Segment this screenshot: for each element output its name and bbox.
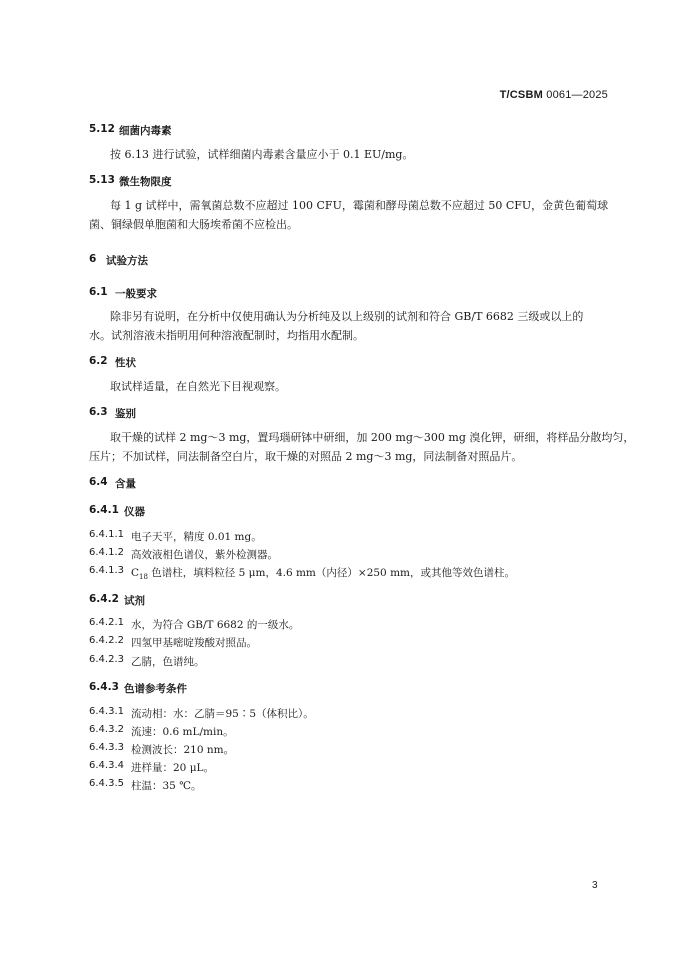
item-text: 高效液相色谱仪，紫外检测器。 [131,549,278,561]
heading-6-4-3 [89,681,187,695]
column-description: 色谱柱，填料粒径 5 μm，4.6 mm（内径）×250 mm，或其他等效色谱柱。 [147,567,515,579]
column-type-letter: C [131,567,140,579]
section-number: 6.3 [89,406,108,418]
section-number: 6.2 [89,355,108,367]
item-6-4-3-5 [89,778,589,794]
item-6-4-2-1 [89,617,589,633]
paragraph-5-12: 按 6.13 进行试验，试样细菌内毒素含量应小于 0.1 EU/mg。 [110,148,414,161]
item-text [131,565,515,581]
item-text: 水，为符合 GB/T 6682 的一级水。 [131,619,300,631]
item-text: 进样量：20 μL。 [131,762,214,774]
item-text: 流速：0.6 mL/min。 [131,726,234,738]
paragraph-6-3-line2: 压片；不加试样，同法制备空白片，取干燥的对照品 2 mg～3 mg，同法制备对照品片。 [89,450,523,463]
section-number: 6 [89,253,97,265]
item-6-4-1-2 [89,547,589,563]
section-number: 6.4.3 [89,681,119,693]
item-text: 电子天平，精度 0.01 mg。 [131,531,262,543]
standard-code: T/CSBM [499,89,543,101]
item-6-4-3-2 [89,724,589,740]
heading-6-4-1 [89,504,145,518]
section-number: 5.12 [89,123,115,135]
section-number: 6.1 [89,286,108,298]
item-number: 6.4.2.3 [89,654,124,665]
item-6-4-2-2 [89,635,589,651]
section-title: 一般要求 [115,288,157,300]
item-6-4-1-3 [89,565,609,581]
item-number: 6.4.3.5 [89,778,124,789]
heading-6-4 [89,476,136,490]
item-number: 6.4.3.1 [89,706,124,717]
item-number: 6.4.1.1 [89,529,124,540]
item-number: 6.4.1.3 [89,565,124,576]
section-number: 6.4.2 [89,593,119,605]
item-6-4-3-4 [89,760,589,776]
heading-6-3 [89,406,136,420]
heading-6 [89,253,148,267]
heading-6-1 [89,286,157,300]
item-6-4-3-3 [89,742,589,758]
item-text: 乙腈，色谱纯。 [131,656,205,668]
item-number: 6.4.3.2 [89,724,124,735]
item-number: 6.4.2.1 [89,617,124,628]
section-title: 试验方法 [106,255,148,267]
standard-number: 0061—2025 [546,89,608,101]
section-title: 微生物限度 [119,176,172,188]
paragraph-6-1-line1: 除非另有说明，在分析中仅使用确认为分析纯及以上级别的试剂和符合 GB/T 6682 三级或以上的 [110,310,584,323]
paragraph-6-2: 取试样适量，在自然光下目视观察。 [110,380,286,393]
paragraph-5-13-line1: 每 1 g 试样中，需氧菌总数不应超过 100 CFU，霉菌和酵母菌总数不应超过 50 CFU，金黄色葡萄球 [110,199,609,212]
item-6-4-3-1 [89,706,589,722]
heading-6-2 [89,355,136,369]
page-number: 3 [592,880,598,891]
section-title: 色谱参考条件 [124,683,187,695]
heading-6-4-2 [89,593,145,607]
item-number: 6.4.1.2 [89,547,124,558]
section-number: 6.4 [89,476,108,488]
document-code [500,89,608,101]
item-text: 流动相：水：乙腈＝95∶5（体积比）。 [131,708,314,720]
item-number: 6.4.3.4 [89,760,124,771]
item-text: 柱温：35 ℃。 [131,780,202,792]
item-number: 6.4.2.2 [89,635,124,646]
section-number: 5.13 [89,174,115,186]
paragraph-5-13-line2: 菌、铜绿假单胞菌和大肠埃希菌不应检出。 [89,218,298,231]
section-title: 细菌内毒素 [119,125,172,137]
heading-5-12 [89,123,172,137]
section-title: 鉴别 [115,408,136,420]
section-title: 试剂 [124,595,145,607]
item-text: 检测波长：210 nm。 [131,744,235,756]
item-number: 6.4.3.3 [89,742,124,753]
section-title: 含量 [115,478,136,490]
column-type-subscript: 18 [139,573,148,582]
heading-5-13 [89,174,172,188]
section-number: 6.4.1 [89,504,119,516]
item-6-4-1-1 [89,529,589,545]
section-title: 仪器 [124,506,145,518]
item-6-4-2-3 [89,654,589,670]
item-text: 四氢甲基嘧啶羧酸对照品。 [131,637,257,649]
paragraph-6-1-line2: 水。试剂溶液未指明用何种溶液配制时，均指用水配制。 [89,329,364,342]
paragraph-6-3-line1: 取干燥的试样 2 mg～3 mg，置玛瑙研钵中研细，加 200 mg～300 mg 溴化钾，研细，将样品分散均匀， [110,431,635,444]
section-title: 性状 [115,357,136,369]
